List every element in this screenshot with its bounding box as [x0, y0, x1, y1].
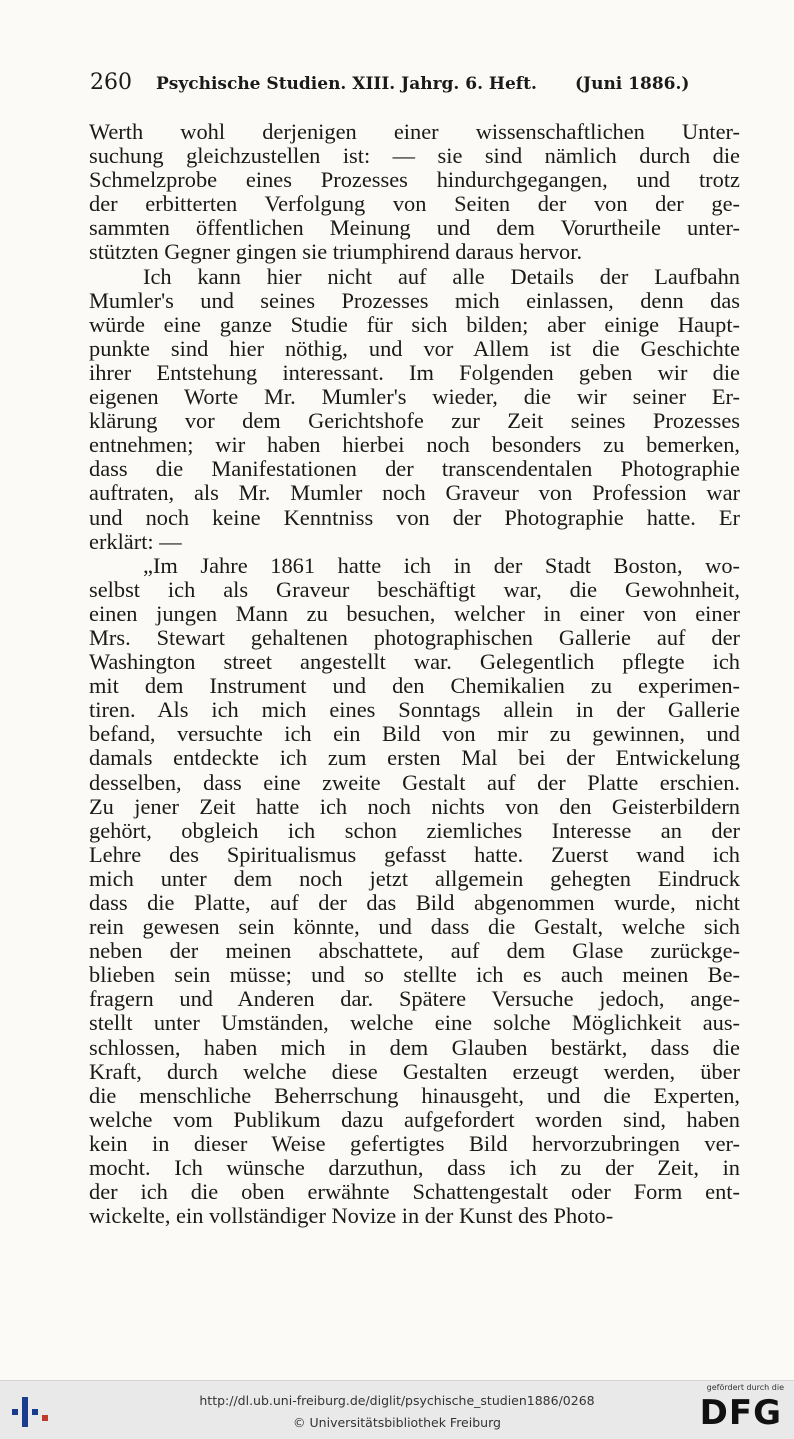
text-line: dass die Manifestationen der transcendentalen Photographie: [89, 456, 740, 482]
text-line: mit dem Instrument und den Chemikalien zu experimen-: [89, 673, 740, 699]
text-line: eigenen Worte Mr. Mumler's wieder, die wir seiner Er-: [89, 384, 740, 410]
running-header: [90, 70, 740, 100]
text-line: erklärt: —: [89, 528, 182, 554]
text-line: Washington street angestellt war. Gelegentlich pflegte ich: [89, 649, 740, 675]
text-line: „Im Jahre 1861 hatte ich in der Stadt Boston, wo-: [143, 552, 740, 578]
text-line: sammten öffentlichen Meinung und dem Vorurtheile unter-: [89, 215, 740, 241]
text-line: stellt unter Umständen, welche eine solche Möglichkeit aus-: [89, 1010, 740, 1036]
text-line: mich unter dem noch jetzt allgemein gehegten Eindruck: [89, 865, 740, 891]
text-line: gehört, obgleich ich schon ziemliches Interesse an der: [89, 817, 740, 843]
text-line: Ich kann hier nicht auf alle Details der Laufbahn: [143, 263, 740, 289]
text-line: Zu jener Zeit hatte ich noch nichts von den Geisterbildern: [89, 793, 740, 819]
text-line: suchung gleichzustellen ist: — sie sind nämlich durch die: [89, 143, 740, 169]
text-line: entnehmen; wir haben hierbei noch besonders zu bemerken,: [89, 432, 740, 458]
text-line: tiren. Als ich mich eines Sonntags allein in der Gallerie: [89, 697, 740, 723]
text-line: würde eine ganze Studie für sich bilden; aber einige Haupt-: [89, 311, 740, 337]
text-line: Schmelzprobe eines Prozesses hindurchgegangen, und trotz: [89, 167, 740, 193]
text-line: kein in dieser Weise gefertigtes Bild hervorzubringen ver-: [89, 1130, 740, 1156]
text-line: selbst ich als Graveur beschäftigt war, die Gewohnheit,: [89, 576, 740, 602]
copyright-notice: © Universitätsbibliothek Freiburg: [293, 1415, 501, 1430]
text-line: Kraft, durch welche diese Gestalten erzeugt werden, über: [89, 1058, 740, 1084]
text-line: rein gewesen sein könnte, und dass die Gestalt, welche sich: [89, 914, 740, 940]
text-line: dass die Platte, auf der das Bild abgenommen wurde, nicht: [89, 890, 740, 915]
text-line: Mrs. Stewart gehaltenen photographischen Gallerie auf der: [89, 624, 740, 650]
text-line: einen jungen Mann zu besuchen, welcher in einer von einer: [89, 600, 740, 626]
journal-title: Psychische Studien. XIII. Jahrg. 6. Heft.: [156, 74, 537, 94]
text-line: desselben, dass eine zweite Gestalt auf der Platte erschien.: [89, 769, 740, 795]
text-line: blieben sein müsse; und so stellte ich es auch meinen Be-: [89, 962, 740, 988]
text-line: fragern und Anderen dar. Spätere Versuche jedoch, ange-: [89, 986, 740, 1012]
text-line: Lehre des Spiritualismus gefasst hatte. Zuerst wand ich: [89, 841, 740, 867]
text-line: und noch keine Kenntniss von der Photographie hatte. Er: [89, 504, 740, 530]
text-line: mocht. Ich wünsche darzuthun, dass ich zu der Zeit, in: [89, 1155, 740, 1181]
text-line: klärung vor dem Gerichtshofe zur Zeit seines Prozesses: [89, 408, 740, 434]
page-number: 260: [90, 70, 132, 95]
text-line: Werth wohl derjenigen einer wissenschaftlichen Unter-: [89, 119, 740, 144]
body-text: [89, 120, 740, 1228]
sponsor-label: gefördert durch die: [706, 1383, 784, 1392]
text-line: der erbitterten Verfolgung von Seiten der von der ge-: [89, 191, 740, 217]
text-line: befand, versuchte ich ein Bild von mir zu gewinnen, und: [89, 721, 740, 747]
text-line: wickelte, ein vollständiger Novize in der Kunst des Photo-: [89, 1203, 614, 1229]
text-line: punkte sind hier nöthig, und vor Allem ist die Geschichte: [89, 335, 740, 361]
text-line: auftraten, als Mr. Mumler noch Graveur von Profession war: [89, 480, 740, 506]
digitization-footer: [0, 1380, 794, 1439]
text-line: der ich die oben erwähnte Schattengestalt oder Form ent-: [89, 1179, 740, 1205]
text-line: welche vom Publikum dazu aufgefordert worden sind, haben: [89, 1106, 740, 1132]
text-line: schlossen, haben mich in dem Glauben bestärkt, dass die: [89, 1034, 740, 1060]
issue-date: (Juni 1886.): [575, 74, 690, 94]
dfg-logo: DFG: [699, 1393, 782, 1433]
text-line: stützten Gegner gingen sie triumphirend daraus hervor.: [89, 239, 583, 265]
text-line: neben der meinen abschattete, auf dem Glase zurückge-: [89, 938, 740, 964]
text-line: die menschliche Beherrschung hinausgeht, und die Experten,: [89, 1082, 740, 1108]
text-line: damals entdeckte ich zum ersten Mal bei der Entwickelung: [89, 745, 740, 771]
source-url[interactable]: http://dl.ub.uni-freiburg.de/diglit/psychische_studien1886/0268: [199, 1393, 595, 1408]
text-line: ihrer Entstehung interessant. Im Folgenden geben wir die: [89, 359, 740, 385]
text-line: Mumler's und seines Prozesses mich einlassen, denn das: [89, 287, 740, 313]
